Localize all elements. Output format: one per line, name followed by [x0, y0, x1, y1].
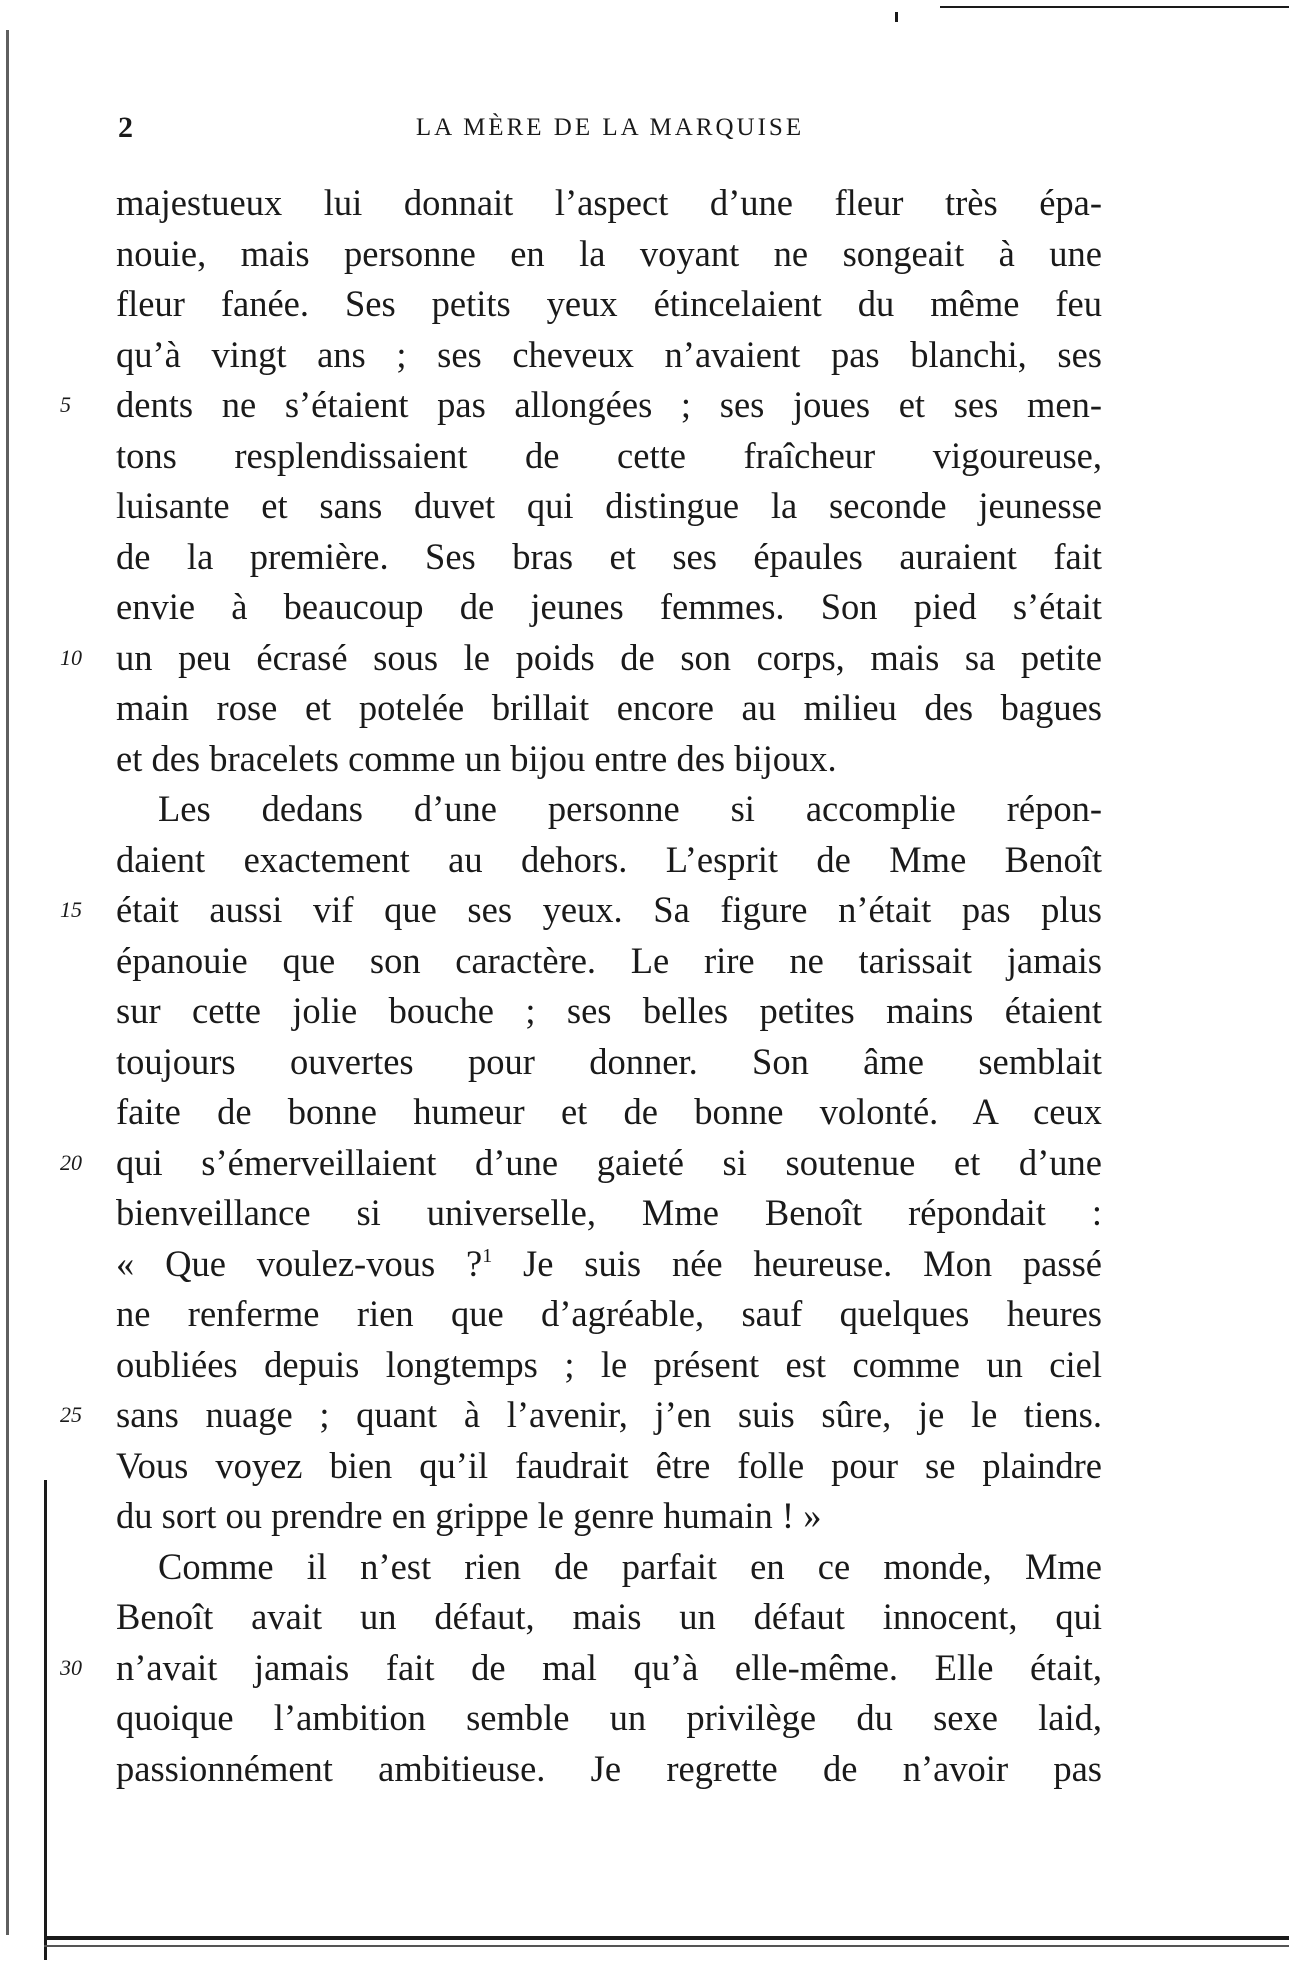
text-line — [116, 986, 1102, 1037]
line-number: 20 — [60, 1149, 82, 1175]
text-line — [116, 1542, 1102, 1593]
running-title: LA MÈRE DE LA MARQUISE — [415, 114, 805, 141]
line-text: main rose et potelée brillait encore au milieu des bagues — [116, 687, 1102, 728]
line-text: envie à beaucoup de jeunes femmes. Son pied s’était — [116, 586, 1102, 627]
line-text: nouie, mais personne en la voyant ne songeait à une — [116, 232, 1102, 274]
line-text: sans nuage ; quant à l’avenir, j’en suis sûre, je le tiens. — [116, 1394, 1102, 1435]
line-text: un peu écrasé sous le poids de son corps, mais sa petite — [116, 636, 1102, 678]
line-text: luisante et sans duvet qui distingue la seconde jeunesse — [116, 485, 1102, 526]
text-line — [116, 1087, 1102, 1138]
line-text: fleur fanée. Ses petits yeux étincelaient du même feu — [116, 283, 1102, 324]
text-line — [116, 835, 1102, 886]
footnote-marker: 1 — [482, 1244, 493, 1267]
line-text: « Que voulez-vous ? — [116, 1242, 483, 1284]
text-line — [116, 481, 1102, 532]
text-line — [116, 532, 1102, 583]
text-line — [116, 1441, 1102, 1492]
line-text: majestueux lui donnait l’aspect d’une fleur très épa- — [116, 182, 1102, 223]
text-line — [60, 1643, 1102, 1694]
line-text: quoique l’ambition semble un privilège du sexe laid, — [116, 1697, 1102, 1738]
line-text: du sort ou prendre en grippe le genre humain ! » — [116, 1495, 822, 1536]
text-line — [116, 1188, 1102, 1239]
line-text: sur cette jolie bouche ; ses belles petites mains étaient — [116, 990, 1102, 1031]
scan-top-mark — [895, 12, 898, 22]
text-line — [116, 431, 1102, 482]
line-number: 15 — [60, 897, 82, 922]
text-line — [116, 734, 1102, 785]
line-text: oubliées depuis longtemps ; le présent est comme un ciel — [116, 1343, 1102, 1385]
line-number: 10 — [60, 644, 82, 670]
text-line — [116, 1491, 1102, 1542]
text-line — [60, 633, 1102, 684]
text-line — [116, 582, 1102, 633]
text-line — [60, 885, 1102, 936]
text-line — [116, 1693, 1102, 1744]
line-text: Les dedans d’une personne si accomplie répon- — [158, 788, 1102, 829]
text-line — [116, 1239, 1102, 1290]
scan-edge-inner — [44, 1480, 47, 1960]
scan-bottom-rule — [44, 1936, 1289, 1940]
line-text: bienveillance si universelle, Mme Benoît répondait : — [116, 1192, 1102, 1233]
line-text: Vous voyez bien qu’il faudrait être folle pour se plaindre — [116, 1444, 1102, 1486]
running-head — [0, 108, 1289, 148]
page-number: 2 — [118, 111, 133, 144]
line-text: toujours ouvertes pour donner. Son âme semblait — [116, 1040, 1102, 1082]
text-line — [116, 229, 1102, 280]
line-text: épanouie que son caractère. Le rire ne tarissait jamais — [116, 939, 1102, 981]
text-line — [116, 1340, 1102, 1391]
line-number: 30 — [60, 1654, 82, 1680]
line-number: 5 — [60, 392, 71, 417]
line-text: faite de bonne humeur et de bonne volonté. A ceux — [116, 1091, 1102, 1132]
scan-top-rule — [940, 6, 1289, 8]
text-line — [60, 1138, 1102, 1189]
scan-edge-left — [6, 30, 9, 1935]
line-text: daient exactement au dehors. L’esprit de Mme Benoît — [116, 838, 1102, 880]
text-line — [116, 683, 1102, 734]
line-text: qui s’émerveillaient d’une gaieté si soutenue et d’une — [116, 1141, 1102, 1183]
text-line — [116, 784, 1102, 835]
line-text: qu’à vingt ans ; ses cheveux n’avaient pas blanchi, ses — [116, 333, 1102, 375]
text-line — [116, 1289, 1102, 1340]
line-number: 25 — [60, 1402, 82, 1427]
line-text: n’avait jamais fait de mal qu’à elle-même. Elle était, — [116, 1646, 1102, 1688]
text-line — [116, 1037, 1102, 1088]
text-line — [116, 1744, 1102, 1795]
scan-bottom-rule-secondary — [44, 1945, 1289, 1947]
line-text: de la première. Ses bras et ses épaules auraient fait — [116, 535, 1102, 577]
line-text: et des bracelets comme un bijou entre des bijoux. — [116, 737, 837, 779]
text-line — [116, 279, 1102, 330]
line-text: Comme il n’est rien de parfait en ce monde, Mme — [158, 1545, 1102, 1587]
line-text: ne renferme rien que d’agréable, sauf quelques heures — [116, 1293, 1102, 1334]
body-text — [60, 178, 1102, 1794]
text-line — [60, 1390, 1102, 1441]
line-text: passionnément ambitieuse. Je regrette de n’avoir pas — [116, 1747, 1102, 1789]
line-text: Benoît avait un défaut, mais un défaut innocent, qui — [116, 1596, 1102, 1637]
text-line — [116, 178, 1102, 229]
line-text: dents ne s’étaient pas allongées ; ses joues et ses men- — [116, 384, 1102, 425]
line-text: tons resplendissaient de cette fraîcheur vigoureuse, — [116, 434, 1102, 476]
text-line — [60, 380, 1102, 431]
line-text: était aussi vif que ses yeux. Sa figure n’était pas plus — [116, 889, 1102, 930]
text-line — [116, 330, 1102, 381]
line-text-continued: Je suis née heureuse. Mon passé — [492, 1242, 1102, 1284]
text-line — [116, 936, 1102, 987]
text-line — [116, 1592, 1102, 1643]
